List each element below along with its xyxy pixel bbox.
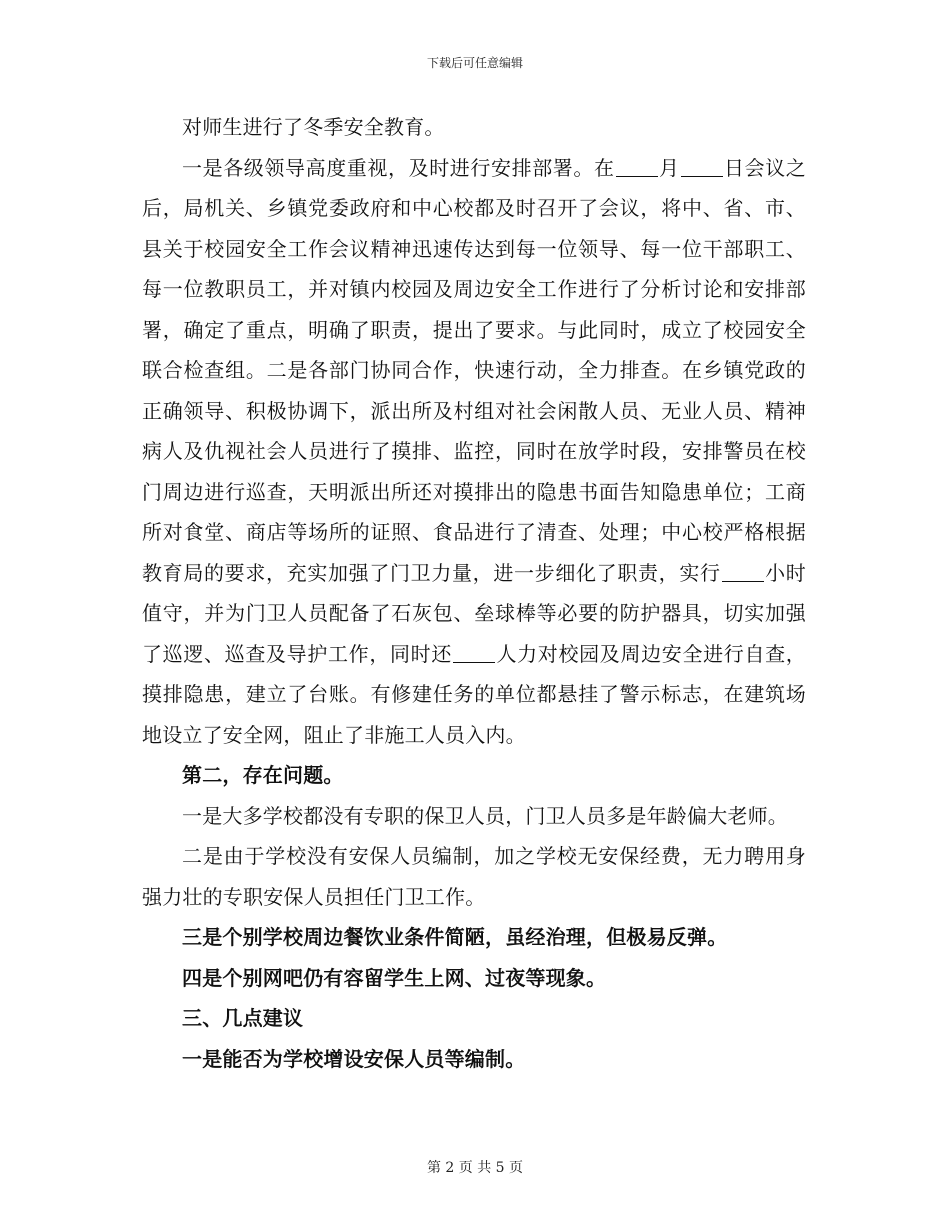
- paragraph-5: 三是个别学校周边餐饮业条件简陋，虽经治理，但极易反弹。: [182, 925, 728, 949]
- paragraph-2-part-1: 一是各级领导高度重视，及时进行安排部署。在: [182, 155, 615, 180]
- paragraph-2-part-3: 日会议之后，局机关、乡镇党委政府和中心校都及时召开了会议，将中、省、市、县关于校园安全工作会议精神迅速传达到每一位领导、每一位干部职工、每一位教职员工，并对镇内校园及周边安全工作进行了分析讨论和安排部署，确定了重点，明确了职责，提出了要求。与此同时，成立了校园安全联合检查组。二是各部门协同合作，快速行动，全力排查。在乡镇党政的正确领导、积极协调下，派出所及村组对社会闲散人员、无业人员、精神病人及仇视社会人员进行了摸排、监控，同时在放学时段，安排警员在校门周边进行巡查，天明派出所还对摸排出的隐患书面告知隐患单位；工商所对食堂、商店等场所的证照、食品进行了清查、处理；中心校严格根据教育局的要求，充实加强了门卫力量，进一步细化了职责，实行: [142, 155, 806, 585]
- paragraph-6: 四是个别网吧仍有容留学生上网、过夜等现象。: [182, 965, 607, 990]
- paragraph-2-part-4: 小时值守，并为门卫人员配备了石灰包、垒球棒等必要的防护器具，切实加强了巡逻、巡查及导护工作，同时还: [142, 560, 806, 666]
- section-heading-problems: 第二，存在问题。: [182, 763, 344, 787]
- paragraph-3: 一是大多学校都没有专职的保卫人员，门卫人员多是年龄偏大老师。: [182, 803, 788, 828]
- paragraph-2: [142, 148, 806, 756]
- paragraph-2-part-5: 人力对校园及周边安全进行自查，摸排隐患，建立了台账。有修建任务的单位都悬挂了警示标志，在建筑场地设立了安全网，阻止了非施工人员入内。: [142, 641, 806, 747]
- section-heading-suggestions: 三、几点建议: [182, 1006, 304, 1030]
- page-header: 下载后可任意编辑: [426, 56, 523, 70]
- paragraph-2-part-2: 月: [658, 155, 680, 180]
- paragraph-1: 对师生进行了冬季安全教育。: [182, 115, 445, 139]
- paragraph-4: 二是由于学校没有安保人员编制，加之学校无安保经费，无力聘用身强力壮的专职安保人员担任门卫工作。: [142, 844, 806, 909]
- blank-line: [681, 155, 723, 177]
- blank-line: [616, 155, 658, 177]
- paragraph-7: 一是能否为学校增设安保人员等编制。: [182, 1046, 526, 1071]
- page-number: 第 2 页 共 5 页: [426, 1160, 524, 1176]
- blank-line: [722, 560, 764, 582]
- document-body: [142, 107, 806, 1079]
- blank-line: [453, 641, 495, 663]
